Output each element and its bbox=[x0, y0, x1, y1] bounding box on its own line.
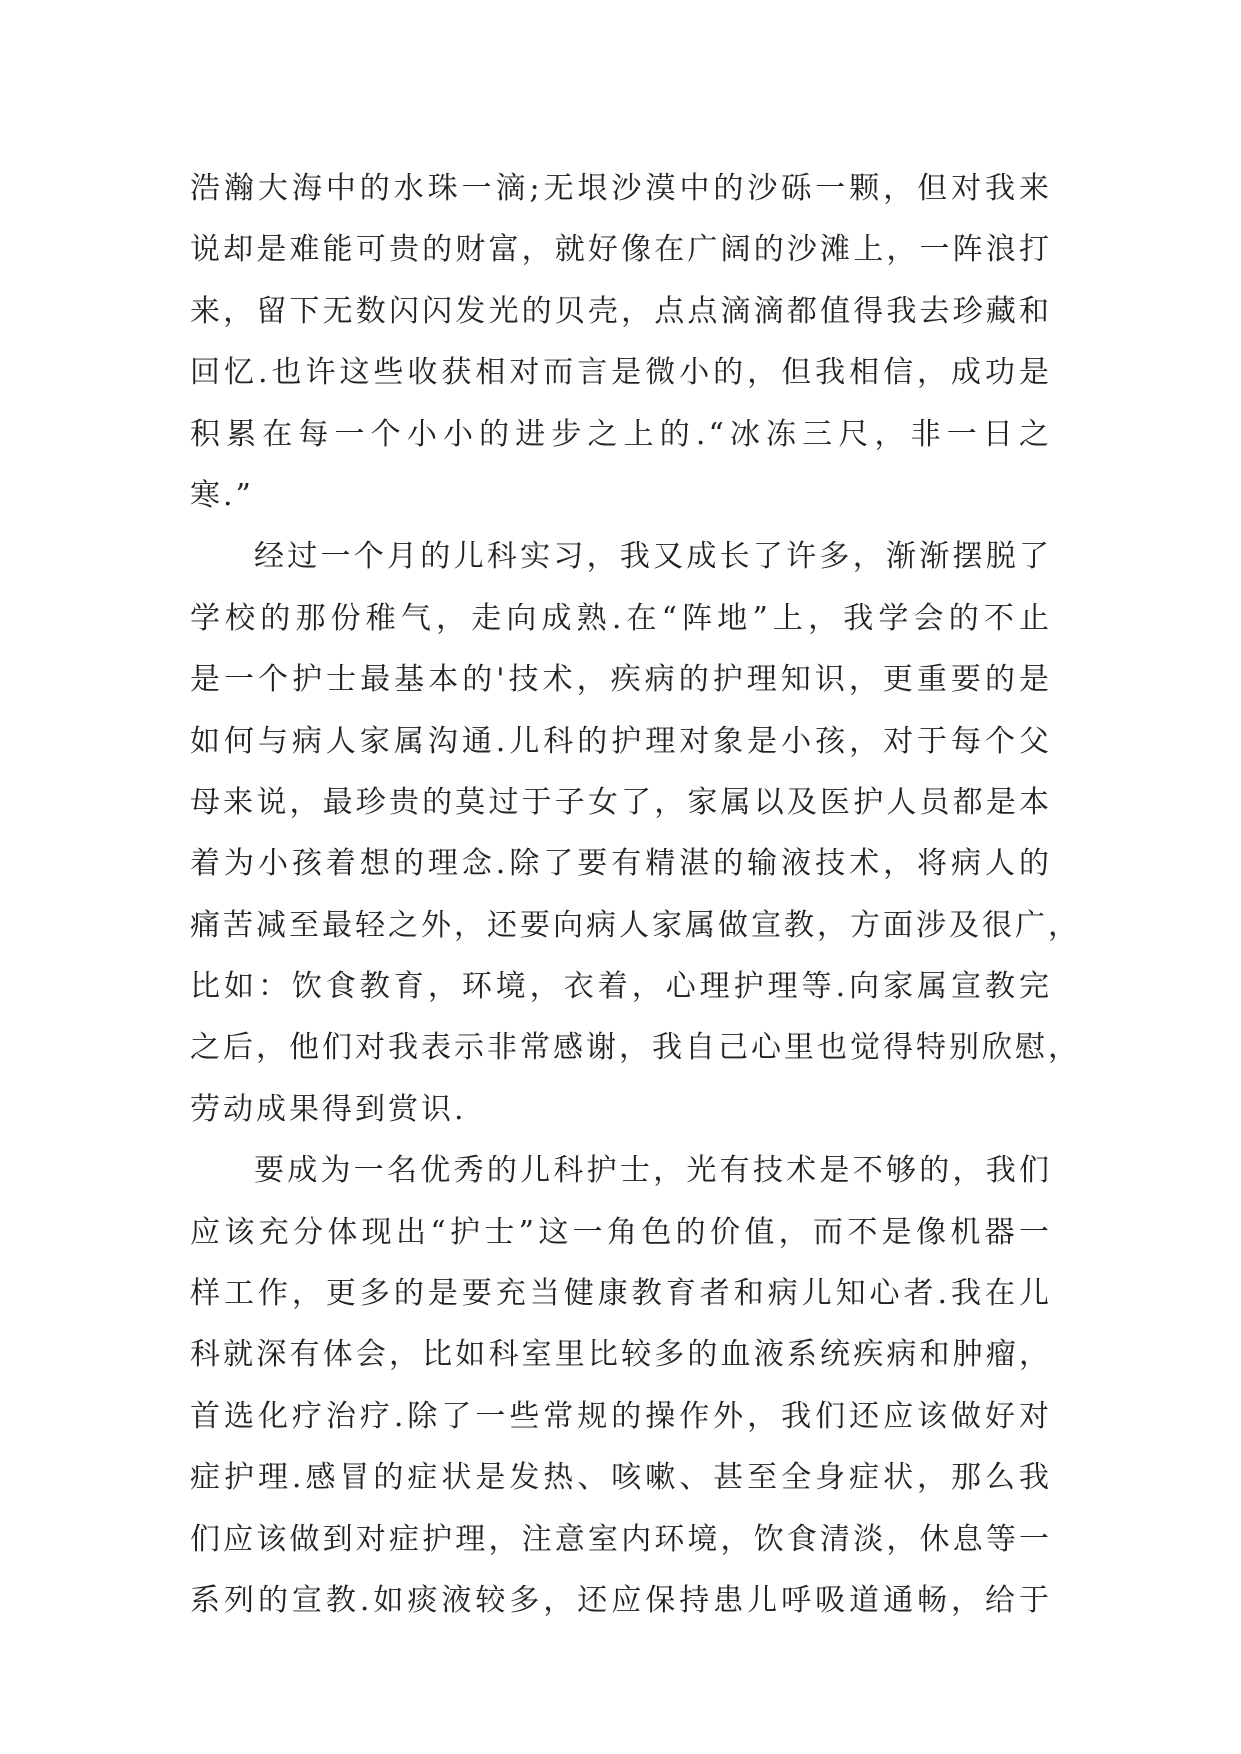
text-line: 科就深有体会，比如科室里比较多的血液系统疾病和肿瘤， bbox=[190, 1337, 1052, 1373]
text-line: 经过一个月的儿科实习，我又成长了许多，渐渐摆脱了 bbox=[254, 539, 1052, 575]
text-line: 着为小孩着想的理念.除了要有精湛的输液技术，将病人的 bbox=[190, 846, 1052, 882]
text-line: 应该充分体现出“护士”这一角色的价值，而不是像机器一 bbox=[190, 1214, 1052, 1250]
text-line: 系列的宣教.如痰液较多，还应保持患儿呼吸道通畅，给于 bbox=[190, 1582, 1052, 1618]
body-text bbox=[190, 158, 1081, 1631]
text-line: 比如：饮食教育，环境，衣着，心理护理等.向家属宣教完 bbox=[190, 969, 1052, 1005]
text-line: 之后，他们对我表示非常感谢，我自己心里也觉得特别欣慰， bbox=[190, 1030, 1081, 1066]
text-line: 样工作，更多的是要充当健康教育者和病儿知心者.我在儿 bbox=[190, 1276, 1052, 1312]
text-line: 母来说，最珍贵的莫过于子女了，家属以及医护人员都是本 bbox=[190, 784, 1052, 820]
text-line: 回忆.也许这些收获相对而言是微小的，但我相信，成功是 bbox=[190, 355, 1052, 391]
text-line: 说却是难能可贵的财富，就好像在广阔的沙滩上，一阵浪打 bbox=[190, 232, 1052, 268]
text-line: 首选化疗治疗.除了一些常规的操作外，我们还应该做好对 bbox=[190, 1398, 1052, 1434]
text-line: 劳动成果得到赏识. bbox=[190, 1091, 467, 1127]
text-line: 是一个护士最基本的'技术，疾病的护理知识，更重要的是 bbox=[190, 662, 1052, 698]
text-line: 学校的那份稚气，走向成熟.在“阵地”上，我学会的不止 bbox=[190, 600, 1052, 636]
text-line: 积累在每一个小小的进步之上的.“冰冻三尺，非一日之 bbox=[190, 416, 1052, 452]
text-line: 寒.” bbox=[190, 477, 254, 513]
text-line: 症护理.感冒的症状是发热、咳嗽、甚至全身症状，那么我 bbox=[190, 1460, 1052, 1496]
text-line: 来，留下无数闪闪发光的贝壳，点点滴滴都值得我去珍藏和 bbox=[190, 293, 1052, 329]
text-line: 痛苦减至最轻之外，还要向病人家属做宣教，方面涉及很广， bbox=[190, 907, 1081, 943]
text-line: 们应该做到对症护理，注意室内环境，饮食清淡，休息等一 bbox=[190, 1521, 1052, 1557]
text-line: 如何与病人家属沟通.儿科的护理对象是小孩，对于每个父 bbox=[190, 723, 1052, 759]
text-line: 要成为一名优秀的儿科护士，光有技术是不够的，我们 bbox=[254, 1153, 1052, 1189]
text-line: 浩瀚大海中的水珠一滴;无垠沙漠中的沙砾一颗，但对我来 bbox=[190, 171, 1052, 206]
